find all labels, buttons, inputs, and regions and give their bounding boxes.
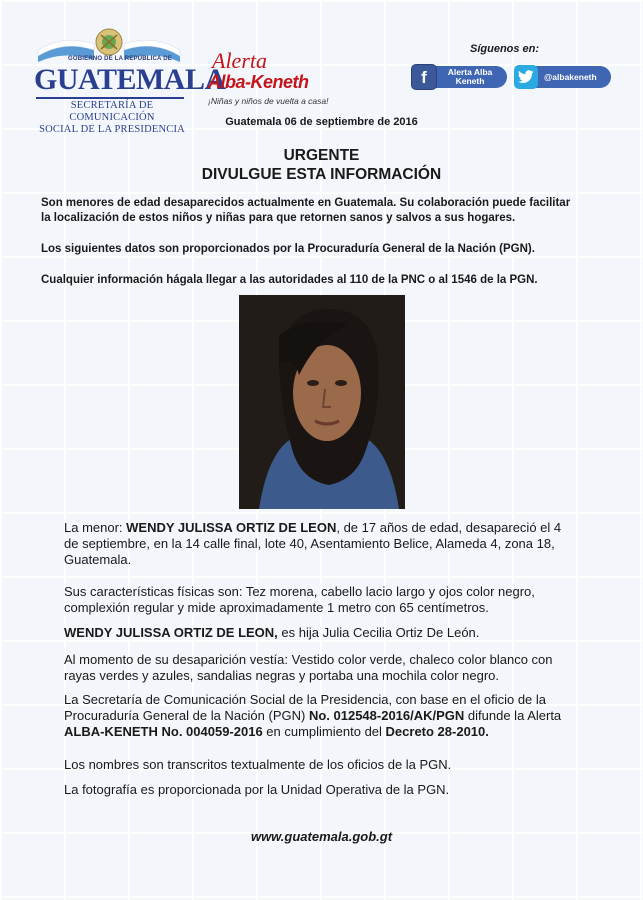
secretaria-line-2: SOCIAL DE LA PRESIDENCIA bbox=[39, 124, 185, 135]
oficio-number: No. 012548-2016/AK/PGN bbox=[308, 708, 465, 723]
body-3-details: es hija Julia Cecilia Ortiz De León. bbox=[277, 625, 480, 640]
body-paragraph-5 bbox=[64, 692, 578, 740]
missing-person-name-2: WENDY JULISSA ORTIZ DE LEON, bbox=[64, 625, 278, 640]
facebook-icon: f bbox=[411, 64, 437, 90]
twitter-link[interactable] bbox=[516, 66, 611, 88]
alerta-tagline: ¡Niñas y niños de vuelta a casa! bbox=[208, 96, 329, 106]
footer-url-link[interactable]: www.guatemala.gob.gt bbox=[250, 829, 393, 844]
body-paragraph-2: Sus características físicas son: Tez morena, cabello lacio largo y ojos color negro, complexión regular y mide aproximadamente 1 metro con 65 centímetros. bbox=[64, 584, 535, 615]
intro-paragraph-1 bbox=[41, 196, 611, 226]
missing-person-photo bbox=[239, 295, 405, 509]
alerta-word: Alerta bbox=[212, 48, 267, 73]
twitter-icon bbox=[514, 65, 538, 89]
body-paragraph-4: Al momento de su desaparición vestía: Vestido color verde, chaleco color blanco con rayas verdes y azules, sandalias negras y portaba una mochila color negro. bbox=[64, 652, 553, 683]
facebook-label bbox=[437, 68, 507, 86]
urgent-heading bbox=[0, 146, 643, 184]
missing-person-name: WENDY JULISSA ORTIZ DE LEON bbox=[126, 520, 337, 535]
follow-us-label: Síguenos en: bbox=[470, 43, 540, 55]
body-5-part-3: en cumplimiento del bbox=[262, 724, 386, 739]
gov-title: GUATEMALA bbox=[34, 63, 226, 96]
alert-number: ALBA-KENETH No. 004059-2016 bbox=[64, 724, 263, 739]
urgent-title: URGENTE bbox=[283, 147, 360, 164]
decree-number: Decreto 28-2010. bbox=[385, 724, 489, 739]
government-logo bbox=[30, 26, 226, 135]
body-1-prefix: La menor: bbox=[64, 520, 127, 535]
intro-paragraph-3: Cualquier información hágala llegar a las autoridades al 110 de la PNC o al 1546 de la PGN. bbox=[41, 274, 538, 286]
body-5-part-1: La Secretaría de Comunicación Social de la Presidencia, con base en el oficio de la Procuraduría General de la Nación (PGN) bbox=[64, 692, 547, 723]
alba-keneth-logo bbox=[204, 44, 344, 114]
body-paragraph-1 bbox=[64, 520, 578, 568]
facebook-label-line-1: Alerta Alba bbox=[447, 67, 493, 77]
gov-small-text: GOBIERNO DE LA REPÚBLICA DE bbox=[68, 56, 172, 62]
logo-divider bbox=[36, 97, 184, 99]
body-paragraph-6: Los nombres son transcritos textualmente de los oficios de la PGN. bbox=[64, 757, 452, 772]
body-5-part-2: difunde la Alerta bbox=[464, 708, 562, 723]
urgent-subtitle: DIVULGUE ESTA INFORMACIÓN bbox=[201, 166, 442, 183]
body-1-details: , de 17 años de edad, desapareció el 4 de septiembre, en la 14 calle final, lote 40, Asentamiento Belice, Alameda 4, zona 18, Guatemala. bbox=[64, 520, 562, 567]
portrait-placeholder-icon bbox=[239, 295, 405, 509]
facebook-label-line-2: Keneth bbox=[455, 76, 485, 86]
intro-paragraph-1-line-2: la localización de estos niños y niñas para que retornen sanos y salvos a sus hogares. bbox=[41, 212, 516, 224]
alba-keneth-word: Alba-Keneth bbox=[208, 72, 309, 92]
secretaria-line-1: SECRETARÍA DE COMUNICACIÓN bbox=[69, 100, 155, 123]
body-paragraph-7: La fotografía es proporcionada por la Unidad Operativa de la PGN. bbox=[64, 782, 450, 797]
intro-paragraph-1-line-1: Son menores de edad desaparecidos actualmente en Guatemala. Su colaboración puede facilitar bbox=[41, 197, 571, 209]
facebook-link[interactable] bbox=[413, 66, 507, 88]
intro-paragraph-2: Los siguientes datos son proporcionados por la Procuraduría General de la Nación (PGN). bbox=[41, 243, 535, 255]
body-paragraph-3 bbox=[64, 625, 578, 641]
bulletin-date: Guatemala 06 de septiembre de 2016 bbox=[225, 116, 418, 128]
twitter-label: @albakeneth bbox=[544, 71, 597, 82]
